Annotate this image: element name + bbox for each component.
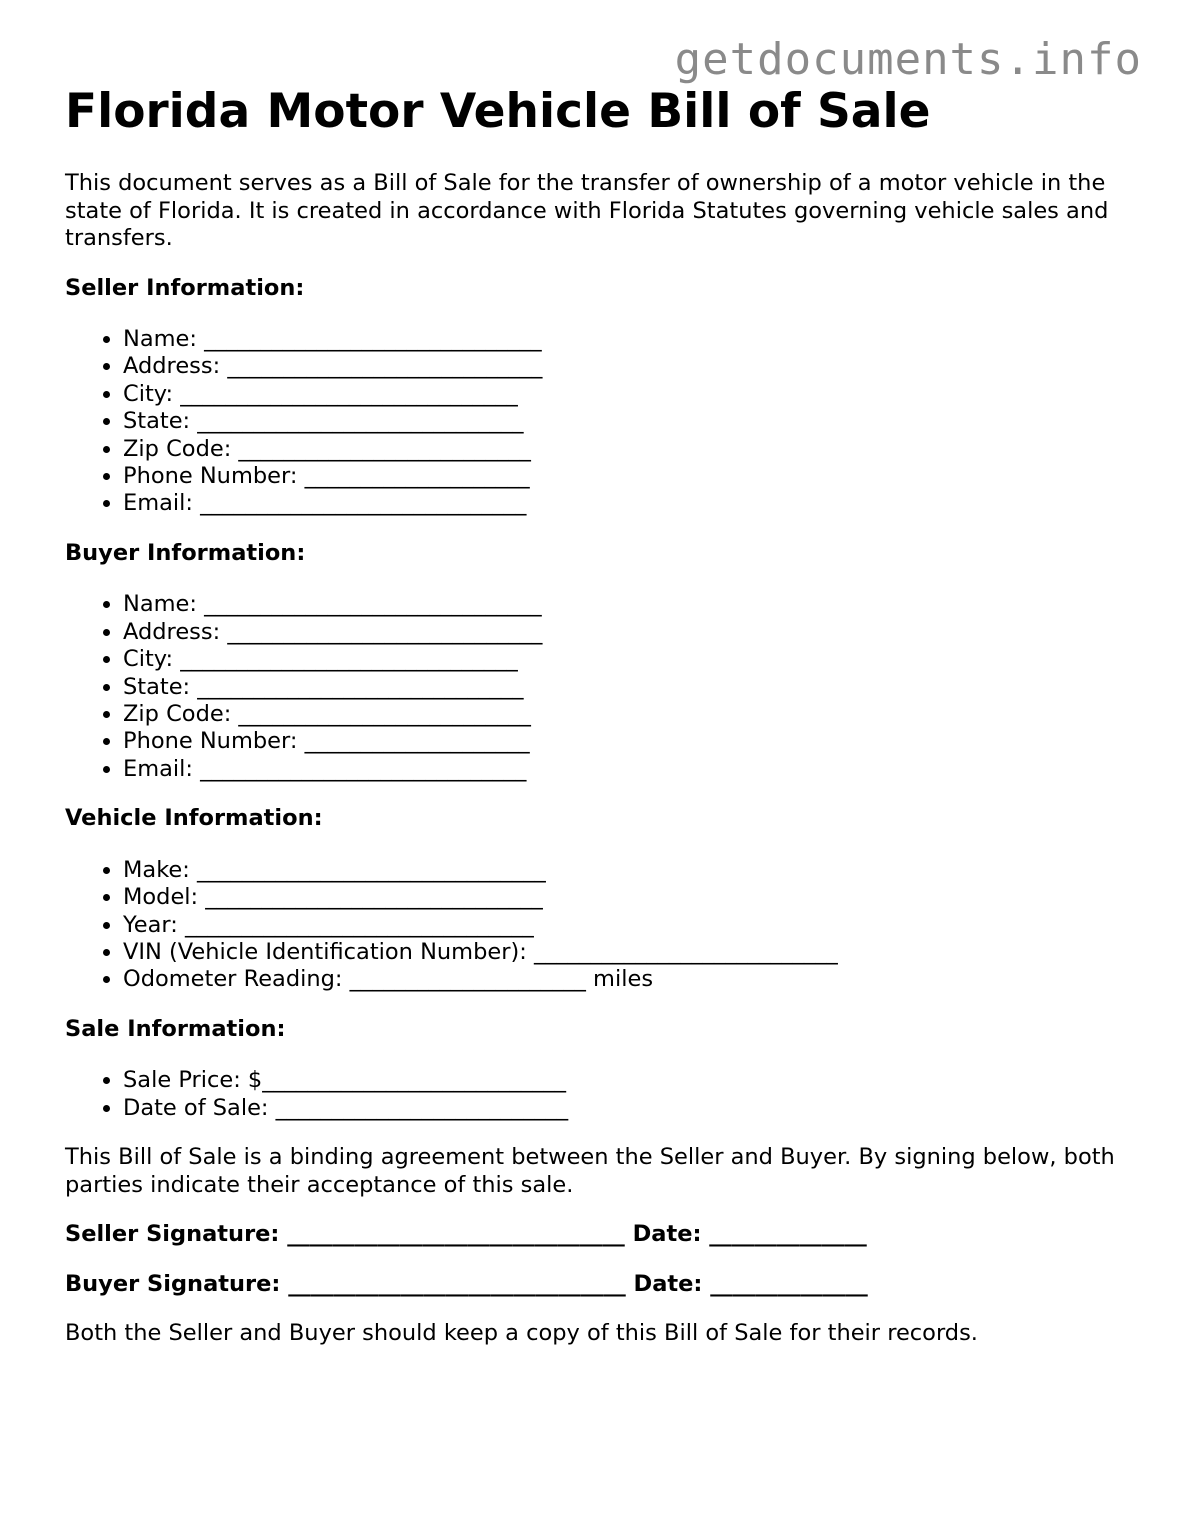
seller-address-field: • Address: ____________________________ [123, 353, 1125, 380]
intro-paragraph: This document serves as a Bill of Sale for the transfer of ownership of a motor vehicle in the state of Florida. It is created in accordance with Florida Statutes governing vehicle sales and transfers. [65, 170, 1109, 251]
seller-email-field: • Email: _____________________________ [123, 490, 1125, 517]
vehicle-vin-field: • VIN (Vehicle Identification Number): ___________________________ [123, 939, 1125, 966]
vehicle-make-field: • Make: _______________________________ [123, 857, 1125, 884]
buyer-signature-line: Buyer Signature: ______________________________ Date: ______________ [65, 1270, 868, 1297]
seller-name-field: • Name: ______________________________ [123, 326, 1125, 353]
vehicle-odometer-field: • Odometer Reading: _____________________ miles [123, 966, 1125, 993]
buyer-address-field: • Address: ____________________________ [123, 619, 1125, 646]
seller-info-heading: Seller Information: [65, 274, 305, 301]
vehicle-info-list [65, 857, 1125, 994]
buyer-name-field: • Name: ______________________________ [123, 591, 1125, 618]
page-title: Florida Motor Vehicle Bill of Sale [65, 84, 931, 139]
document-body [65, 86, 1125, 1348]
buyer-info-list [65, 591, 1125, 783]
agreement-paragraph: This Bill of Sale is a binding agreement between the Seller and Buyer. By signing below, both parties indicate their acceptance of this sale. [65, 1144, 1115, 1198]
closing-paragraph: Both the Seller and Buyer should keep a copy of this Bill of Sale for their records. [65, 1320, 978, 1347]
seller-state-field: • State: _____________________________ [123, 408, 1125, 435]
sale-info-list [65, 1067, 1125, 1122]
buyer-zip-field: • Zip Code: __________________________ [123, 701, 1125, 728]
sale-info-heading: Sale Information: [65, 1015, 286, 1042]
vehicle-model-field: • Model: ______________________________ [123, 884, 1125, 911]
buyer-city-field: • City: ______________________________ [123, 646, 1125, 673]
sale-price-field: • Sale Price: $___________________________ [123, 1067, 1125, 1094]
seller-zip-field: • Zip Code: __________________________ [123, 436, 1125, 463]
buyer-email-field: • Email: _____________________________ [123, 756, 1125, 783]
buyer-state-field: • State: _____________________________ [123, 674, 1125, 701]
seller-signature-line: Seller Signature: ______________________________ Date: ______________ [65, 1221, 867, 1248]
vehicle-year-field: • Year: _______________________________ [123, 912, 1125, 939]
vehicle-info-heading: Vehicle Information: [65, 805, 323, 832]
buyer-phone-field: • Phone Number: ____________________ [123, 728, 1125, 755]
seller-info-list [65, 326, 1125, 518]
watermark: getdocuments.info [674, 34, 1142, 85]
seller-phone-field: • Phone Number: ____________________ [123, 463, 1125, 490]
buyer-info-heading: Buyer Information: [65, 539, 306, 566]
seller-city-field: • City: ______________________________ [123, 381, 1125, 408]
sale-date-field: • Date of Sale: __________________________ [123, 1095, 1125, 1122]
